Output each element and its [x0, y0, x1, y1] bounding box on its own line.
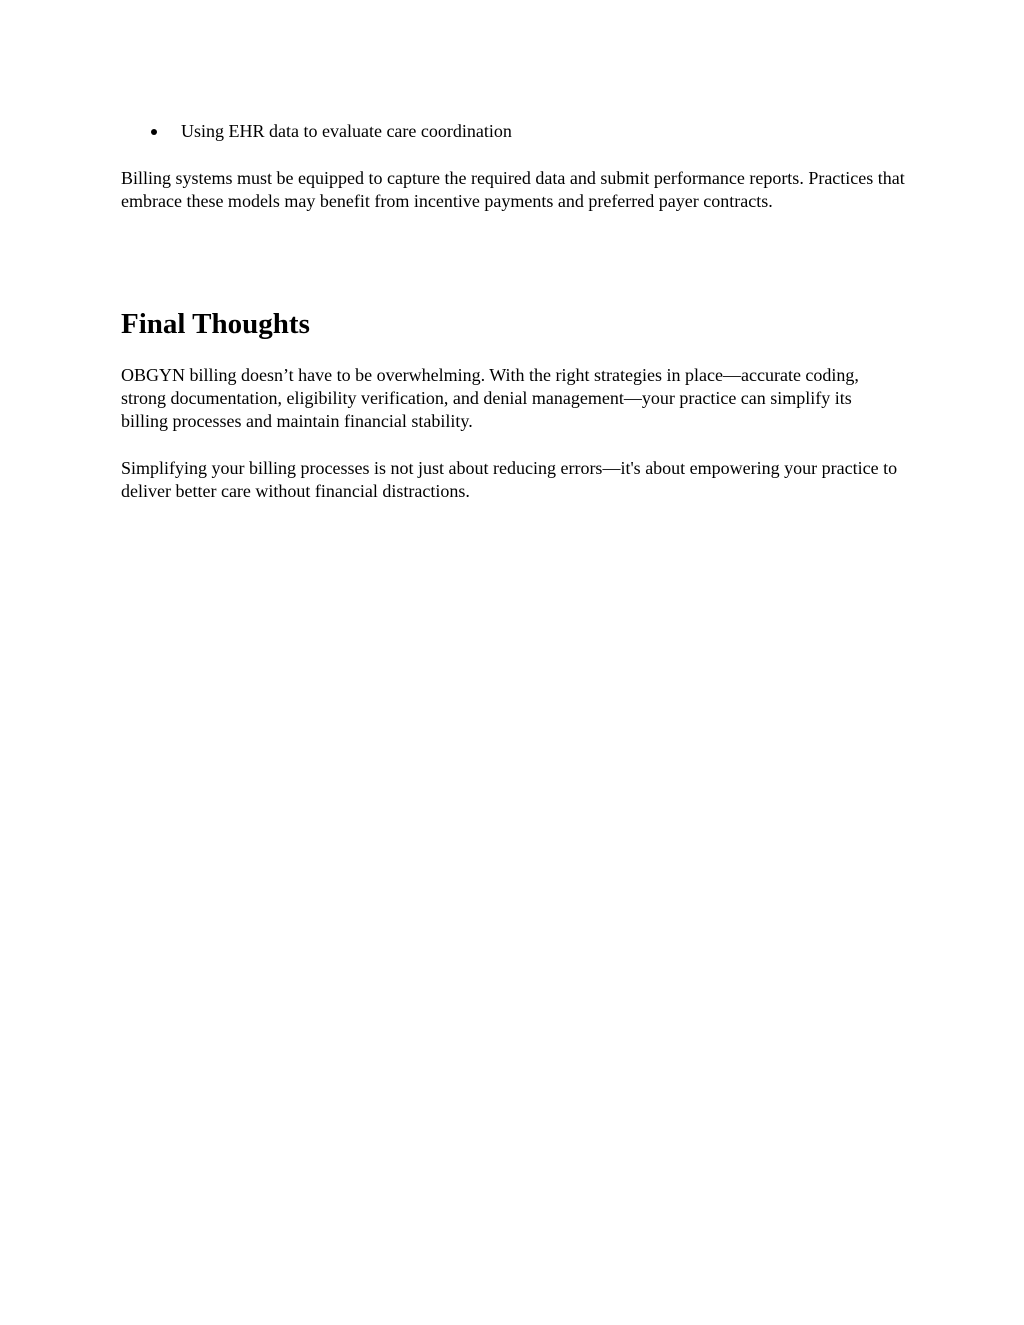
bullet-list: [121, 120, 911, 143]
paragraph-obgyn-billing: OBGYN billing doesn’t have to be overwhelming. With the right strategies in place—accurate coding, strong documentation, eligibility verification, and denial management—your practice can simplify its billing processes and maintain financial stability.: [121, 365, 859, 432]
paragraph-simplifying: Simplifying your billing processes is not just about reducing errors—it's about empowering your practice to deliver better care without financial distractions.: [121, 458, 898, 502]
bullet-icon: [151, 129, 157, 135]
paragraph-billing-systems: Billing systems must be equipped to capture the required data and submit performance reports. Practices that embrace these models may benefit from incentive payments and preferred payer contracts.: [121, 168, 905, 212]
list-item: [121, 120, 911, 143]
section-heading: Final Thoughts: [121, 308, 310, 340]
list-item-text: Using EHR data to evaluate care coordination: [181, 121, 512, 141]
